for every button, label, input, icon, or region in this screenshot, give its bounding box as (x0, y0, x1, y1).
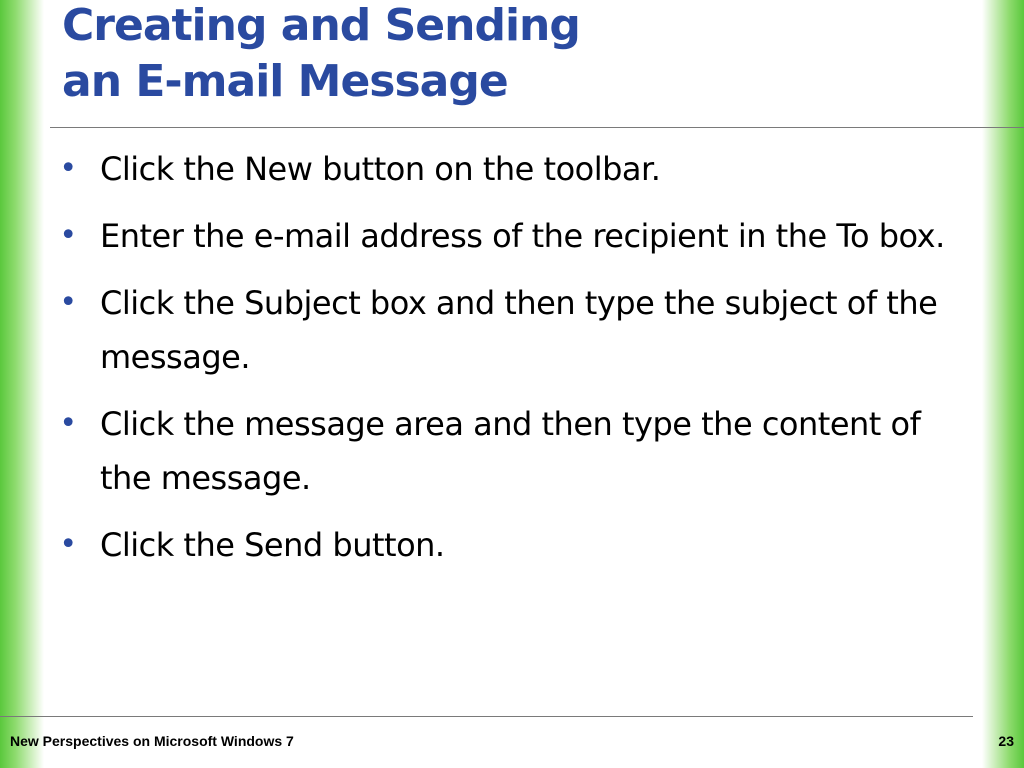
footer-text: New Perspectives on Microsoft Windows 7 (10, 733, 294, 749)
left-accent-bar (0, 0, 44, 768)
bullet-item (58, 209, 978, 263)
bullet-item (58, 397, 978, 505)
bullet-icon: • (59, 285, 77, 320)
bullet-item (58, 142, 978, 196)
title-line-1: Creating and Sending (62, 0, 580, 51)
bullet-icon: • (59, 527, 77, 562)
bullet-text: Click the message area and then type the content of the message. (100, 405, 921, 497)
page-number: 23 (998, 733, 1014, 749)
bullet-text: Enter the e-mail address of the recipient in the To box. (100, 217, 945, 255)
bullet-text: Click the Send button. (100, 526, 445, 564)
bullet-icon: • (59, 218, 77, 253)
bullet-text: Click the New button on the toolbar. (100, 150, 661, 188)
bullet-list (58, 142, 978, 585)
bullet-icon: • (59, 151, 77, 186)
bullet-text: Click the Subject box and then type the subject of the message. (100, 284, 938, 376)
bullet-item (58, 518, 978, 572)
bullet-item (58, 276, 978, 384)
footer-divider (0, 716, 973, 717)
title-line-2: an E-mail Message (62, 56, 508, 107)
bullet-icon: • (59, 406, 77, 441)
title-divider (50, 127, 1024, 128)
slide-title (62, 0, 580, 110)
right-accent-bar (982, 0, 1024, 768)
